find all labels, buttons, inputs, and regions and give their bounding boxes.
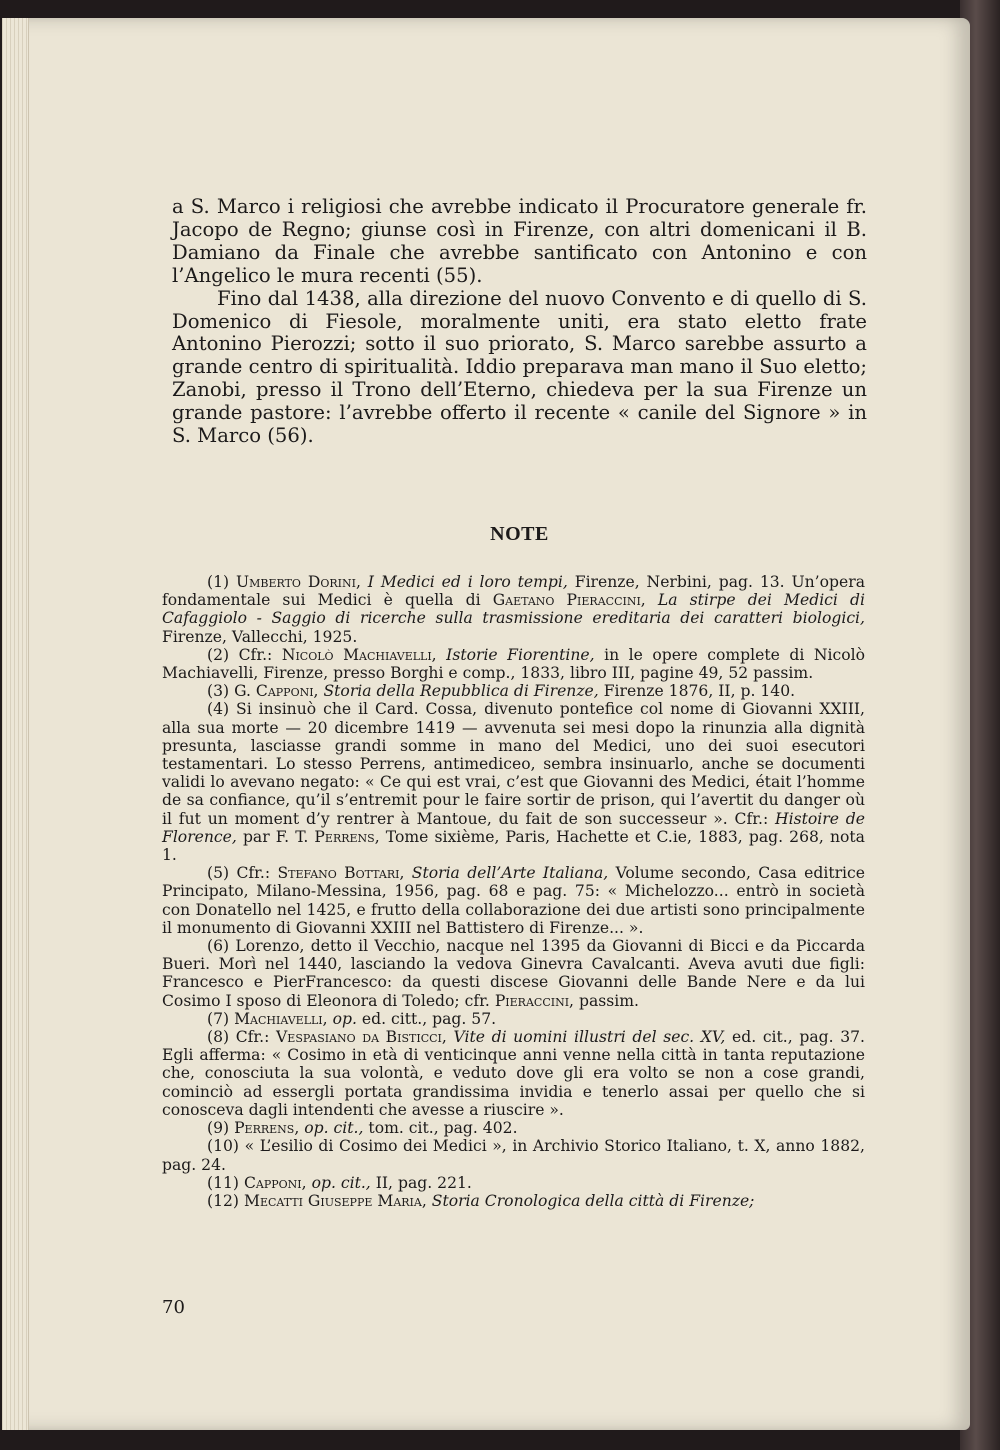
note-9: (9) Perrens, op. cit., tom. cit., pag. 402. <box>207 1119 518 1138</box>
note-6: (6) Lorenzo, detto il Vecchio, nacque nel 1395 da Giovanni di Bicci e da Piccarda Bueri. Morì nel 1440, lasciando la vedova Ginevra Cavalcanti. Aveva avuti due figli: Francesco e PierFrancesco: da questi discese Giovanni delle Bande Nere e da lui Cosimo I sposo di Eleonora di Toledo; cfr. Pieraccini, passim. <box>162 937 866 1010</box>
body-text <box>172 196 867 448</box>
page-edges <box>2 18 29 1430</box>
note-1: (1) Umberto Dorini, I Medici ed i loro tempi, Firenze, Nerbini, pag. 13. Un’opera fondamentale sui Medici è quella di Gaetano Pieraccini, La stirpe dei Medici di Cafaggiolo - Saggio di ricerche sulla trasmissione ereditaria dei caratteri biologici, Firenze, Vallecchi, 1925. <box>162 573 865 646</box>
note-5: (5) Cfr.: Stefano Bottari, Storia dell’Arte Italiana, Volume secondo, Casa editrice Principato, Milano-Messina, 1956, pag. 68 e pag. 75: « Michelozzo... entrò in società con Donatello nel 1425, e frutto della collaborazione dei due artisti sono principalmente il monumento di Giovanni XXIII nel Battistero di Firenze... ». <box>162 864 865 937</box>
page-number: 70 <box>162 1297 185 1318</box>
note-12: (12) Mecatti Giuseppe Maria, Storia Cronologica della città di Firenze; <box>207 1191 755 1210</box>
notes-list <box>162 573 865 1210</box>
paragraph: Fino dal 1438, alla direzione del nuovo Convento e di quello di S. Domenico di Fiesole, moralmente uniti, era stato eletto frate Antonino Pierozzi; sotto il suo priorato, S. Marco sarebbe assurto a grande centro di spiritualità. Iddio preparava man mano il Suo eletto; Zanobi, presso il Trono dell’Eterno, chiedeva per la sua Firenze un grande pastore: l’avrebbe offerto il recente « canile del Signore » in S. Marco (56). <box>172 286 867 448</box>
note-4: (4) Si insinuò che il Card. Cossa, divenuto pontefice col nome di Giovanni XXIII, alla sua morte — 20 dicembre 1419 — avvenuta sei mesi dopo la rinunzia alla dignità presunta, lasciasse grandi somme in mano del Medici, uno dei suoi esecutori testamentari. Lo stesso Perrens, antimediceo, sembra insinuarlo, anche se documenti validi lo avevano negato: « Ce qui est vrai, c’est que Giovanni des Medici, était l’homme de sa confiance, qu’il s’entremit pour le faire sortir de prison, qui l’avertit du danger où il fut un moment d’y rentrer à Mantoue, du fait de son successeur ». Cfr.: Histoire de Florence, par F. T. Perrens, Tome sixième, Paris, Hachette et C.ie, 1883, pag. 268, nota 1. <box>162 700 865 865</box>
note-7: (7) Machiavelli, op. ed. citt., pag. 57. <box>207 1009 497 1028</box>
paragraph: a S. Marco i religiosi che avrebbe indicato il Procuratore generale fr. Jacopo de Regno; giunse così in Firenze, con altri domenicani il B. Damiano da Finale che avrebbe santificato con Antonino e con l’Angelico le mura recenti (55). <box>172 195 867 287</box>
note-2: (2) Cfr.: Nicolò Machiavelli, Istorie Fiorentine, in le opere complete di Nicolò Machiavelli, Firenze, presso Borghi e comp., 1833, libro III, pagine 49, 52 passim. <box>162 645 865 683</box>
note-3: (3) G. Capponi, Storia della Repubblica di Firenze, Firenze 1876, II, p. 140. <box>207 682 796 701</box>
note-8: (8) Cfr.: Vespasiano da Bisticci, Vite di uomini illustri del sec. XV, ed. cit., pag. 37. Egli afferma: « Cosimo in età di venticinque anni venne nella città in tanta reputazione che, conosciuta la sua volontà, e veduto dove gli era volto se non a cose grandi, cominciò ad essergli portata grandissima invidia e tenerlo assai per quello che si conosceva dagli intendenti che avesse a riuscire ». <box>162 1028 865 1119</box>
note-11: (11) Capponi, op. cit., II, pag. 221. <box>207 1173 472 1192</box>
notes-heading: NOTE <box>490 523 549 545</box>
note-10: (10) « L’esilio di Cosimo dei Medici », in Archivio Storico Italiano, t. X, anno 1882, pag. 24. <box>162 1137 865 1174</box>
book-page <box>2 18 970 1430</box>
